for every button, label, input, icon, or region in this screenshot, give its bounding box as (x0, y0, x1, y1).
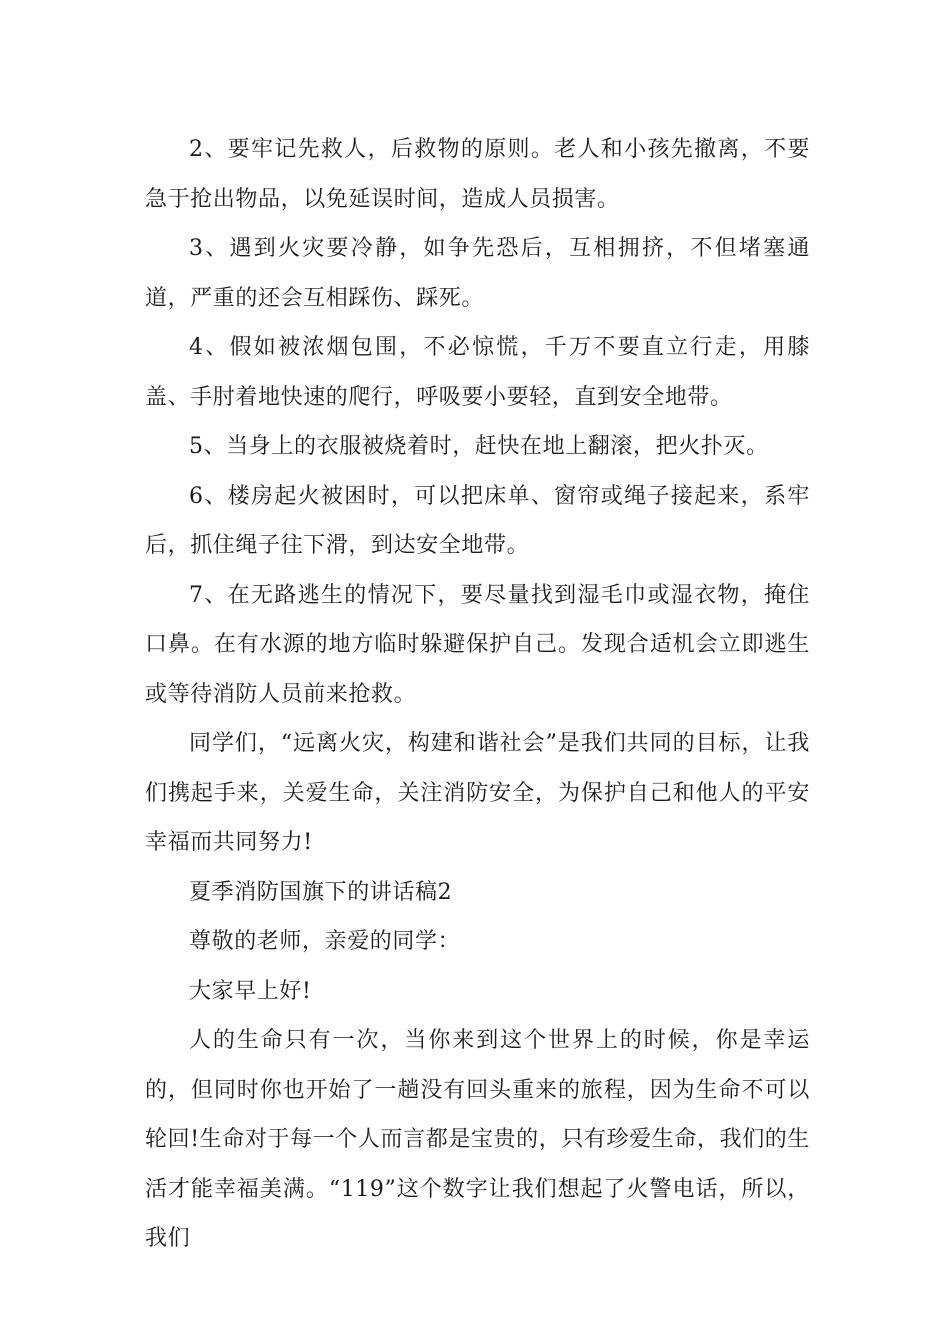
paragraph-rule-3: 3、遇到火灾要冷静，如争先恐后，互相拥挤，不但堵塞通道，严重的还会互相踩伤、踩死。 (145, 236, 810, 311)
document-page (145, 125, 810, 1264)
paragraph-rule-6: 6、楼房起火被困时，可以把床单、窗帘或绳子接起来，系牢后，抓住绳子往下滑，到达安全地带。 (145, 483, 810, 558)
salutation: 尊敬的老师，亲爱的同学： (189, 929, 461, 954)
paragraph-body: 人的生命只有一次，当你来到这个世界上的时候，你是幸运的，但同时你也开始了一趟没有回头重来的旅程，因为生命不可以轮回!生命对于每一个人而言都是宝贵的，只有珍爱生命，我们的生活才能幸福美满。“119”这个数字让我们想起了火警电话，所以，我们 (145, 1028, 810, 1251)
paragraph-rule-7: 7、在无路逃生的情况下，要尽量找到湿毛巾或湿衣物，掩住口鼻。在有水源的地方临时躲避保护自己。发现合适机会立即逃生或等待消防人员前来抢救。 (145, 582, 810, 707)
section-title: 夏季消防国旗下的讲话稿2 (189, 879, 453, 905)
paragraph-rule-2: 2、要牢记先救人，后救物的原则。老人和小孩先撤离，不要急于抢出物品，以免延误时间，造成人员损害。 (145, 137, 810, 212)
greeting: 大家早上好! (189, 978, 312, 1004)
paragraph-closing: 同学们，“远离火灾，构建和谐社会”是我们共同的目标，让我们携起手来，关爱生命，关注消防安全，为保护自己和他人的平安幸福而共同努力! (145, 731, 810, 855)
paragraph-rule-5: 5、当身上的衣服被烧着时，赶快在地上翻滚，把火扑灭。 (189, 434, 769, 459)
paragraph-rule-4: 4、假如被浓烟包围，不必惊慌，千万不要直立行走，用膝盖、手肘着地快速的爬行，呼吸要小要轻，直到安全地带。 (145, 335, 810, 410)
